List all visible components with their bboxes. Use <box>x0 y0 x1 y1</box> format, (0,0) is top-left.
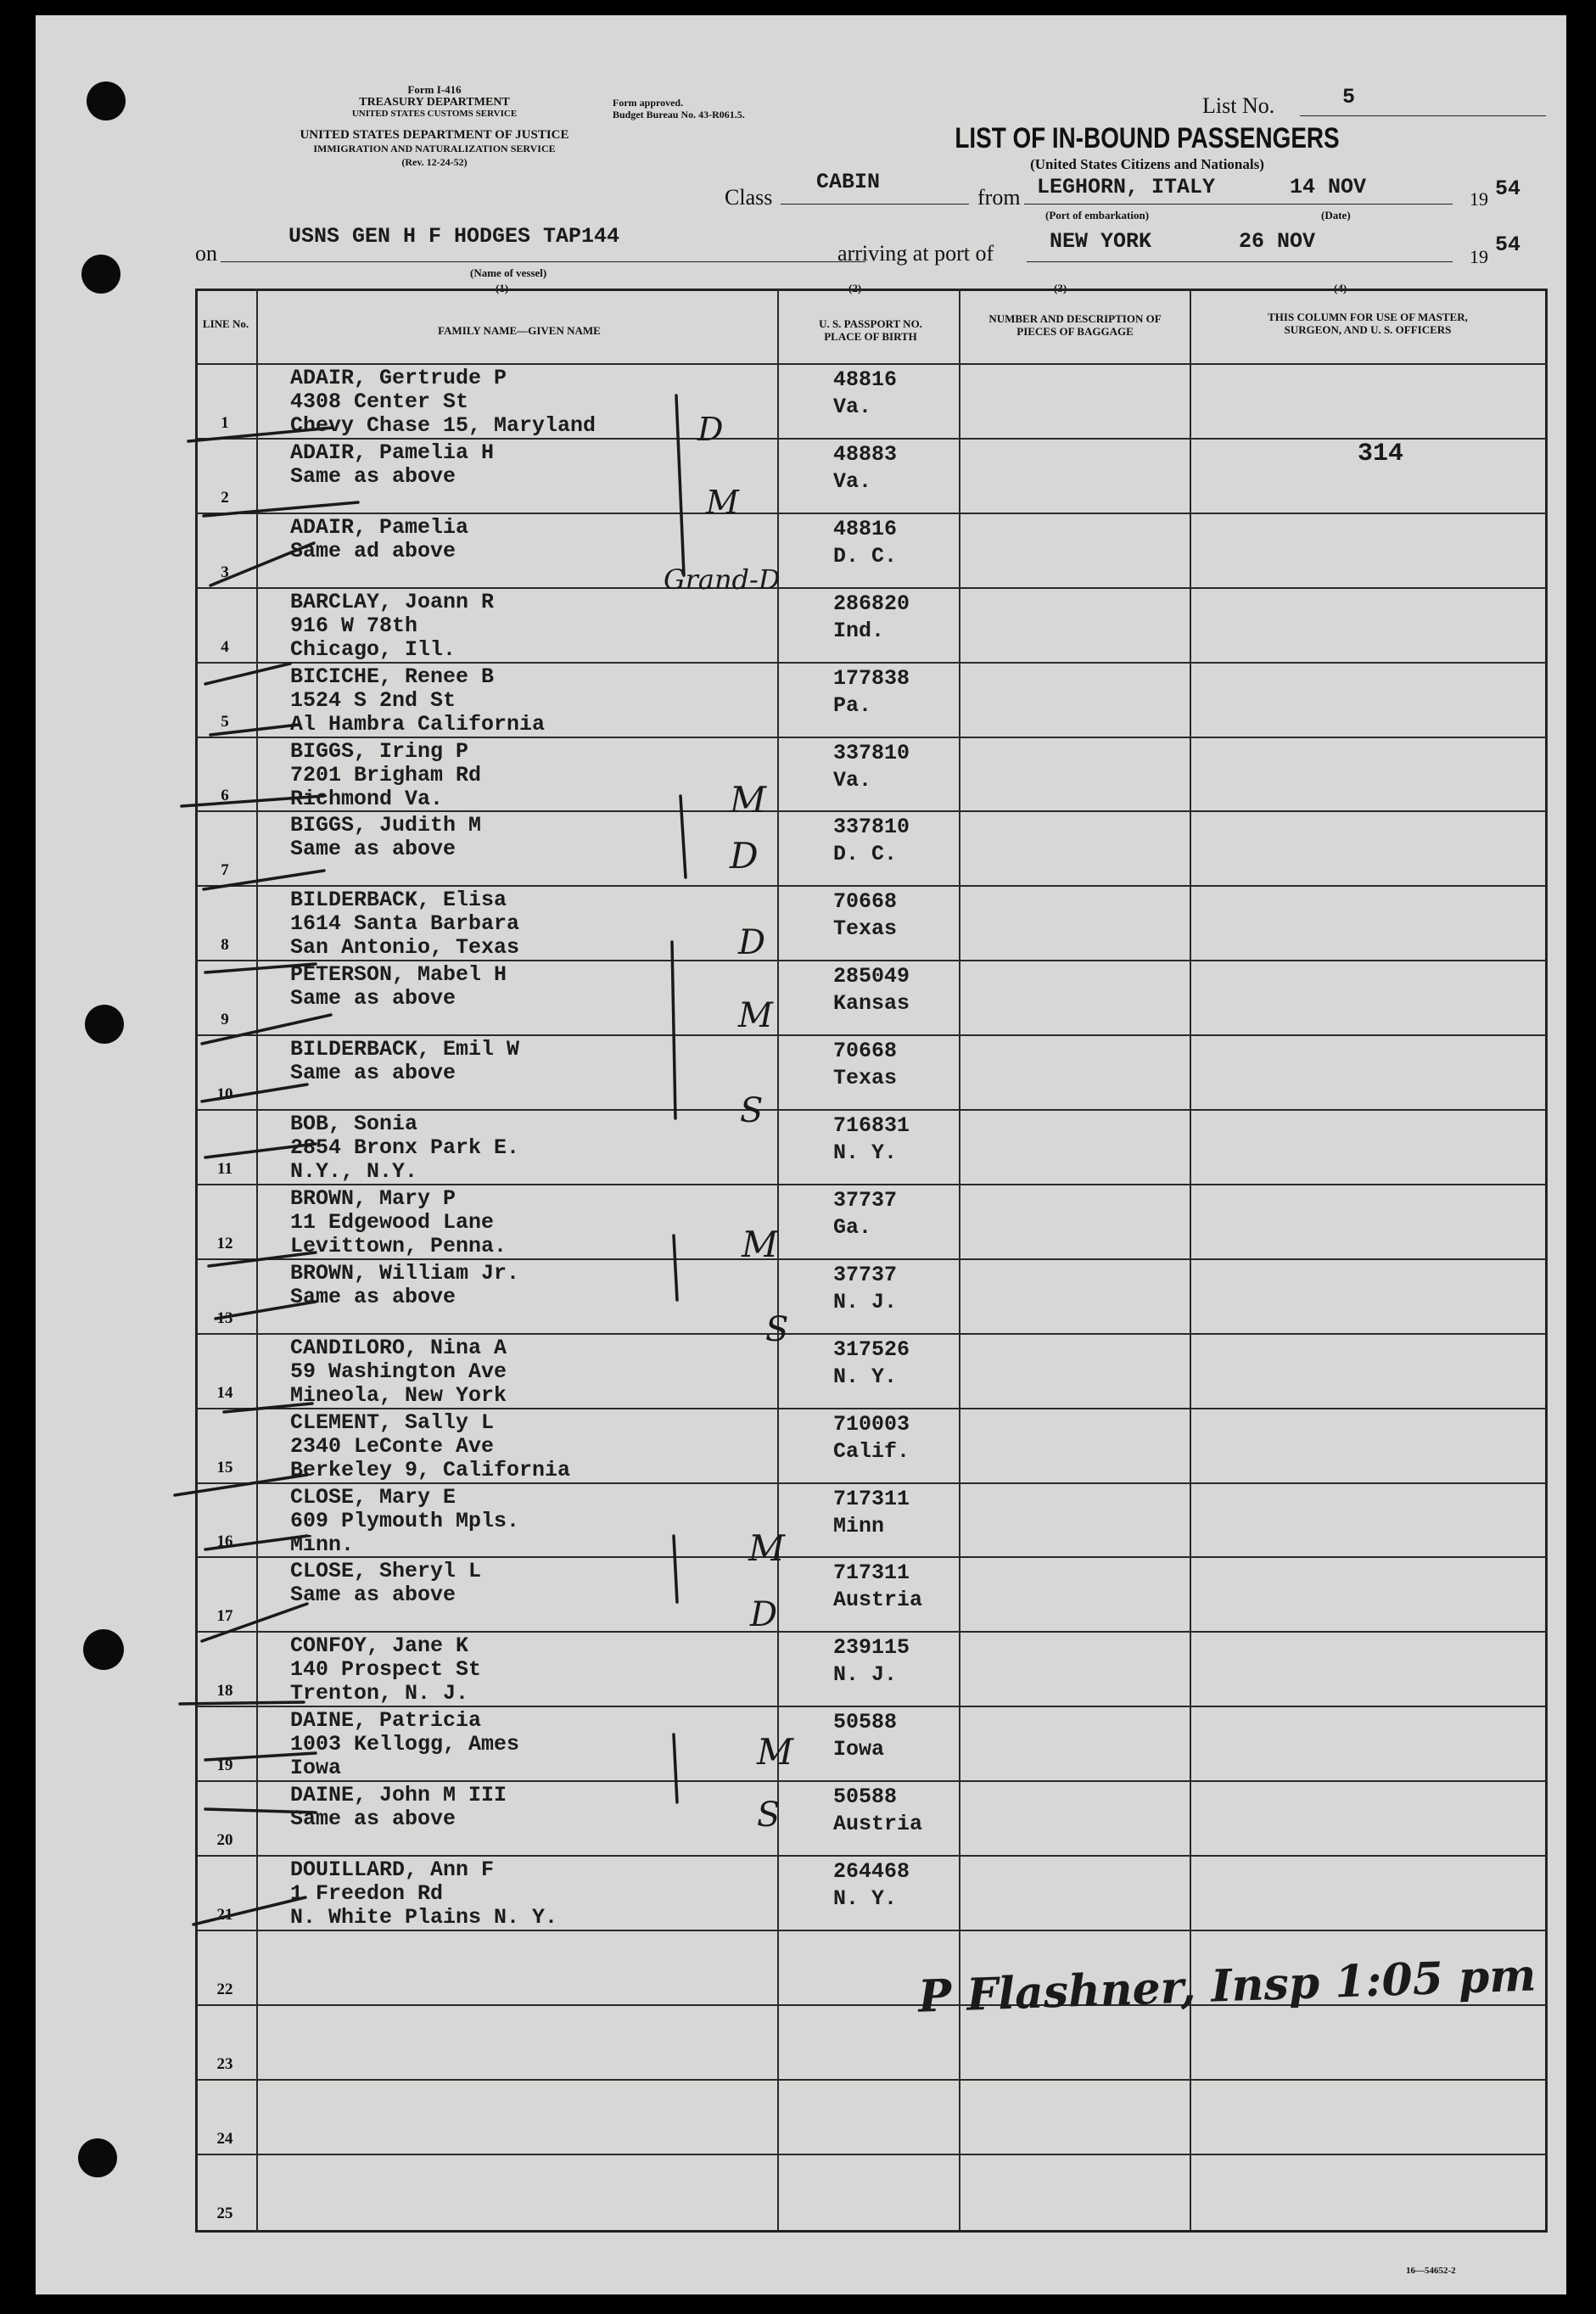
check-20 <box>205 1809 316 1813</box>
from-date: 14 NOV <box>1290 175 1367 199</box>
header-passport: U. S. PASSPORT NO. PLACE OF BIRTH <box>819 317 922 343</box>
list-no-label: List No. <box>1202 93 1275 118</box>
arrive-year: 54 <box>1495 233 1521 257</box>
treasury-dept: TREASURY DEPARTMENT <box>359 96 510 109</box>
rel-mark: M <box>748 1527 786 1569</box>
line-number: 19 <box>216 1757 233 1775</box>
vessel-caption: (Name of vessel) <box>470 266 547 279</box>
inspector-signature: P Flashner, Insp 1:05 pm <box>917 1949 1537 2023</box>
date-caption: (Date) <box>1321 209 1351 221</box>
line-number: 18 <box>216 1682 233 1700</box>
place-of-birth: Texas <box>833 1066 898 1091</box>
line-number: 1 <box>221 413 229 432</box>
line-number: 23 <box>216 2054 233 2073</box>
passport-number: 286820 <box>833 591 910 616</box>
bracket-biggs <box>680 796 686 877</box>
passenger-city: Minn. <box>290 1532 355 1557</box>
line-number: 10 <box>216 1085 233 1103</box>
rel-mark: D <box>697 411 724 448</box>
passenger-address: Same as above <box>290 1284 456 1309</box>
passenger-address: 916 W 78th <box>290 613 418 638</box>
passenger-city: Trenton, N. J. <box>290 1681 469 1706</box>
class-value: CABIN <box>816 170 881 194</box>
passport-number: 48816 <box>833 516 898 541</box>
check-4 <box>205 664 290 684</box>
passenger-address: Same as above <box>290 1061 456 1086</box>
passenger-address: 140 Prospect St <box>290 1657 482 1683</box>
form-sheet <box>36 15 1566 2294</box>
passenger-name: CLOSE, Mary E <box>290 1484 456 1510</box>
passport-number: 317526 <box>833 1336 910 1362</box>
place-of-birth: D. C. <box>833 842 898 867</box>
passenger-address: 1614 Santa Barbara <box>290 911 520 937</box>
place-of-birth: N. Y. <box>833 1886 898 1911</box>
arrive-date: 26 NOV <box>1239 229 1316 254</box>
passenger-name: BICICHE, Renee B <box>290 664 495 689</box>
rel-mark: M <box>742 1224 779 1265</box>
passenger-address: 609 Plymouth Mpls. <box>290 1508 520 1533</box>
passport-number: 37737 <box>833 1262 898 1287</box>
place-of-birth: Va. <box>833 468 872 494</box>
place-of-birth: N. Y. <box>833 1140 898 1165</box>
place-of-birth: Kansas <box>833 991 910 1017</box>
ins-service: IMMIGRATION AND NATURALIZATION SERVICE <box>313 143 556 154</box>
passenger-name: PETERSON, Mabel H <box>290 962 507 988</box>
line-number: 14 <box>216 1383 233 1402</box>
vessel-name: USNS GEN H F HODGES TAP144 <box>288 224 620 249</box>
bracket-brown <box>674 1235 677 1300</box>
place-of-birth: Pa. <box>833 692 872 718</box>
revision: (Rev. 12-24-52) <box>401 156 468 168</box>
passenger-city: Al Hambra California <box>290 711 546 737</box>
from-year: 54 <box>1495 176 1521 201</box>
passenger-name: BARCLAY, Joann R <box>290 589 495 614</box>
passenger-name: BIGGS, Iring P <box>290 738 469 764</box>
passport-number: 177838 <box>833 665 910 691</box>
passenger-name: CANDILORO, Nina A <box>290 1335 507 1360</box>
check-16 <box>205 1536 307 1549</box>
rel-mark: M <box>757 1731 794 1773</box>
passenger-name: BOB, Sonia <box>290 1112 418 1136</box>
print-code: 16—54652-2 <box>1406 2266 1456 2276</box>
from-port: LEGHORN, ITALY <box>1037 175 1216 199</box>
place-of-birth: Austria <box>833 1812 923 1837</box>
check-8 <box>205 964 316 972</box>
line-number: 12 <box>216 1234 233 1252</box>
line-number: 9 <box>221 1011 229 1029</box>
place-of-birth: Texas <box>833 916 898 942</box>
class-label: Class <box>725 185 773 210</box>
passport-number: 716831 <box>833 1113 910 1138</box>
passenger-name: BROWN, William Jr. <box>290 1260 520 1286</box>
passport-number: 70668 <box>833 1039 898 1064</box>
passenger-address: Same as above <box>290 1807 456 1832</box>
check-1 <box>188 428 333 441</box>
passenger-address: 2340 LeConte Ave <box>290 1433 495 1459</box>
passenger-city: Iowa <box>290 1756 342 1781</box>
passenger-city: Chevy Chase 15, Maryland <box>290 413 596 438</box>
passport-number: 337810 <box>833 815 910 840</box>
from-label: from <box>977 185 1021 210</box>
passport-number: 717311 <box>833 1560 910 1586</box>
justice-dept: UNITED STATES DEPARTMENT OF JUSTICE <box>300 128 569 142</box>
port-embark-caption: (Port of embarkation) <box>1045 209 1150 221</box>
passenger-address: 11 Edgewood Lane <box>290 1209 495 1235</box>
check-18 <box>180 1702 304 1704</box>
on-label: on <box>195 241 217 266</box>
passport-number: 48816 <box>833 367 898 392</box>
budget-bureau: Budget Bureau No. 43-R061.5. <box>613 109 745 120</box>
passenger-address: 1524 S 2nd St <box>290 687 456 713</box>
check-17 <box>202 1604 307 1641</box>
passenger-name: DAINE, John M III <box>290 1783 507 1808</box>
header-baggage: NUMBER AND DESCRIPTION OF PIECES OF BAGGAGE <box>988 312 1162 338</box>
passenger-name: BROWN, Mary P <box>290 1185 456 1211</box>
passenger-name: ADAIR, Gertrude P <box>290 366 507 390</box>
passenger-address: Same ad above <box>290 538 456 563</box>
line-number: 3 <box>221 563 229 581</box>
place-of-birth: D. C. <box>833 543 898 569</box>
passenger-city: N. White Plains N. Y. <box>290 1905 558 1930</box>
passenger-city: Richmond Va. <box>290 786 444 811</box>
check-2 <box>204 502 358 516</box>
bracket-marks <box>36 15 1566 2294</box>
form-number: Form I-416 <box>407 83 462 96</box>
passenger-name: CONFOY, Jane K <box>290 1633 469 1659</box>
passport-number: 285049 <box>833 964 910 989</box>
line-number: 6 <box>221 787 229 805</box>
passenger-address: 4308 Center St <box>290 389 469 414</box>
line-number: 21 <box>216 1905 233 1924</box>
passenger-name: BILDERBACK, Emil W <box>290 1037 520 1062</box>
check-11 <box>205 1144 316 1157</box>
line-number: 5 <box>221 712 229 731</box>
passport-number: 710003 <box>833 1411 910 1437</box>
arrive-port: NEW YORK <box>1050 229 1152 254</box>
rel-mark: S <box>757 1796 781 1835</box>
passenger-address: 1003 Kellogg, Ames <box>290 1732 520 1757</box>
header-line-no: LINE No. <box>202 317 249 330</box>
rel-mark: D <box>730 835 759 877</box>
passenger-city: Mineola, New York <box>290 1382 507 1408</box>
check-19 <box>205 1753 316 1760</box>
place-of-birth: Ga. <box>833 1214 872 1240</box>
page-title: LIST OF IN-BOUND PASSENGERS <box>955 122 1340 154</box>
passenger-name: DAINE, Patricia <box>290 1708 482 1734</box>
form-approved: Form approved. <box>613 97 684 109</box>
passenger-name: BILDERBACK, Elisa <box>290 888 507 913</box>
bracket-close <box>674 1536 677 1602</box>
arrive-year-prefix: 19 <box>1470 246 1488 267</box>
passenger-name: CLOSE, Sheryl L <box>290 1559 482 1584</box>
rel-mark: S <box>765 1310 789 1349</box>
line-number: 20 <box>216 1831 233 1849</box>
page-subtitle: (United States Citizens and Nationals) <box>1030 156 1264 172</box>
line-number: 13 <box>216 1308 233 1327</box>
passport-number: 48883 <box>833 441 898 467</box>
header-name: FAMILY NAME—GIVEN NAME <box>438 324 601 337</box>
passenger-name: CLEMENT, Sally L <box>290 1409 495 1435</box>
check-6 <box>182 796 324 806</box>
rel-mark: S <box>740 1091 764 1130</box>
passport-number: 264468 <box>833 1859 910 1884</box>
passenger-city: Berkeley 9, California <box>290 1457 571 1482</box>
bracket-bilderback <box>672 942 675 1118</box>
passenger-name: ADAIR, Pamelia <box>290 514 469 540</box>
line-number: 2 <box>221 488 229 507</box>
line-number: 8 <box>221 936 229 955</box>
passport-number: 50588 <box>833 1710 898 1735</box>
place-of-birth: Calif. <box>833 1438 910 1464</box>
place-of-birth: Minn <box>833 1513 885 1538</box>
passenger-name: ADAIR, Pamelia H <box>290 440 495 465</box>
bracket-daine <box>674 1734 677 1802</box>
rel-mark: Grand-D <box>664 563 781 596</box>
passenger-city: San Antonio, Texas <box>290 935 520 961</box>
passport-number: 239115 <box>833 1635 910 1661</box>
passenger-address: Same as above <box>290 463 456 489</box>
passenger-address: 2854 Bronx Park E. <box>290 1135 520 1160</box>
customs-service: UNITED STATES CUSTOMS SERVICE <box>351 109 518 119</box>
place-of-birth: Austria <box>833 1588 923 1613</box>
passenger-city: N.Y., N.Y. <box>290 1159 418 1184</box>
check-10 <box>202 1084 307 1101</box>
passport-number: 717311 <box>833 1486 910 1511</box>
place-of-birth: N. Y. <box>833 1364 898 1389</box>
passenger-city: Levittown, Penna. <box>290 1233 507 1258</box>
check-5 <box>210 725 299 735</box>
passenger-name: BIGGS, Judith M <box>290 813 482 838</box>
line-number: 16 <box>216 1532 233 1551</box>
line-number: 24 <box>216 2129 233 2148</box>
rel-mark: M <box>706 484 739 521</box>
passenger-address: 7201 Brigham Rd <box>290 762 482 787</box>
check-13 <box>216 1302 316 1319</box>
officer-number: 314 <box>1358 440 1404 468</box>
line-number: 22 <box>216 1980 233 1998</box>
line-number: 4 <box>221 637 229 656</box>
line-number: 7 <box>221 861 229 880</box>
arriving-label: arriving at port of <box>837 241 994 266</box>
passport-number: 337810 <box>833 740 910 765</box>
passport-number: 37737 <box>833 1187 898 1213</box>
check-7 <box>204 871 324 889</box>
bracket-adair <box>676 395 684 575</box>
place-of-birth: Va. <box>833 767 872 793</box>
rel-mark: D <box>738 923 766 962</box>
line-number: 25 <box>216 2204 233 2222</box>
place-of-birth: Ind. <box>833 618 885 643</box>
passenger-address: Same as above <box>290 1583 456 1608</box>
rel-mark: M <box>730 779 767 821</box>
check-15 <box>175 1475 307 1495</box>
check-21 <box>193 1897 305 1925</box>
place-of-birth: N. J. <box>833 1662 898 1688</box>
check-3 <box>210 543 314 586</box>
line-number: 17 <box>216 1607 233 1626</box>
passport-number: 70668 <box>833 889 898 915</box>
rel-mark: M <box>738 996 773 1035</box>
passenger-address: Same as above <box>290 986 456 1011</box>
from-year-prefix: 19 <box>1470 188 1488 210</box>
place-of-birth: Iowa <box>833 1737 885 1762</box>
passenger-address: Same as above <box>290 837 456 862</box>
passenger-name: DOUILLARD, Ann F <box>290 1857 495 1882</box>
passenger-city: Chicago, Ill. <box>290 636 456 662</box>
list-no-value: 5 <box>1342 85 1356 109</box>
rel-mark: D <box>750 1595 778 1634</box>
header-officers: THIS COLUMN FOR USE OF MASTER, SURGEON, AND U. S. OFFICERS <box>1268 311 1468 336</box>
place-of-birth: N. J. <box>833 1289 898 1314</box>
line-number: 15 <box>216 1458 233 1476</box>
check-9 <box>202 1015 331 1044</box>
passenger-address: 1 Freedon Rd <box>290 1881 444 1906</box>
passport-number: 50588 <box>833 1785 898 1810</box>
place-of-birth: Va. <box>833 395 872 419</box>
check-14 <box>224 1404 312 1412</box>
check-12 <box>209 1252 316 1266</box>
passenger-address: 59 Washington Ave <box>290 1359 507 1384</box>
line-number: 11 <box>217 1159 232 1178</box>
